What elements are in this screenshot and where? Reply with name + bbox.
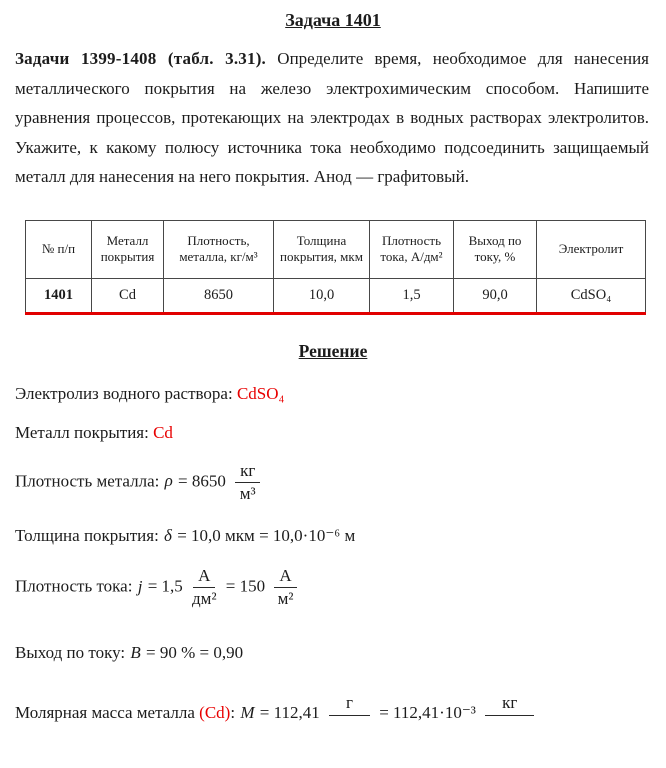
line-label: Выход по току: [15,643,126,663]
equation-text: = 112,41·10⁻³ [379,703,476,723]
equation-text: = 112,41 [259,703,320,723]
fraction-kg-per-m3 [235,461,260,504]
table-cell-metal: Cd [92,278,164,313]
electrolyte-formula: CdSO₄ [236,383,285,403]
table-cell-number: 1401 [26,278,92,313]
line-label: Толщина покрытия: [15,526,159,546]
fraction-a-per-m2 [274,566,296,609]
table-cell-electrolyte: CdSO₄ [537,278,646,313]
fraction-denominator: дм² [192,589,217,609]
fraction-denominator: м³ [239,484,256,504]
solution-line-molar-mass [15,693,666,735]
table-header-cell: Металл покрытия [92,220,164,278]
metal-symbol: Cd [153,422,173,442]
table-header-cell: Плотность тока, А/дм² [370,220,454,278]
table-header-cell: Электролит [537,220,646,278]
table-cell-thickness: 10,0 [274,278,370,313]
line-label: Молярная масса металла [15,703,195,723]
equation-text: = 1,5 [147,576,183,596]
problems-table [25,220,646,315]
document-page [0,10,666,768]
equation-text: = 10,0 мкм = 10,0·10⁻⁶ м [177,526,356,546]
math-symbol-m: M [240,703,255,723]
solution-line-thickness [15,526,666,546]
table-header-cell: Выход по току, % [454,220,537,278]
equation-text: = 8650 [178,471,226,491]
fraction-numerator: кг [485,693,534,716]
fraction-denominator: м² [277,589,294,609]
fraction-numerator: кг [235,461,260,483]
solution-line-current-density [15,566,666,609]
solution-line-density [15,461,666,504]
table-header-cell: Плотность, металла, кг/м³ [164,220,274,278]
equation-text: = 150 [225,576,266,596]
table-cell-current-density: 1,5 [370,278,454,313]
table-header-cell: № п/п [26,220,92,278]
table-cell-density: 8650 [164,278,274,313]
fraction-kg-per-mol [485,693,534,735]
fraction-numerator: А [274,566,296,588]
intro-bold-lead: Задачи 1399-1408 (табл. 3.31). [15,49,267,68]
line-label: Электролиз водного раствора: [15,383,233,403]
line-label: Плотность металла: [15,471,160,491]
fraction-g-per-mol [329,693,370,735]
solution-heading: Решение [298,340,368,361]
colon-text: : [230,703,236,723]
fraction-numerator: г [329,693,370,716]
table-header-row [26,220,646,278]
solution-line-electrolysis [15,384,666,404]
math-symbol-delta: δ [164,526,172,546]
intro-paragraph [15,44,649,192]
intro-text: Определите время, необходимое для нанесения металлического покрытия на железо электрохимическим способом. Напишите уравнения процессов, протекающих на электродах в водных растворах электролитов. Укажите, к какому полюсу источника тока необходимо подсоединить защищаемый металл для нанесения на него покрытия. Анод — графитовый. [15,49,649,187]
math-symbol-j: j [137,576,143,596]
line-label: Металл покрытия: [15,422,149,442]
fraction-numerator: А [193,566,215,588]
metal-symbol-parenthetical: (Cd) [199,703,231,723]
page-title: Задача 1401 [285,10,381,30]
table-header-cell: Толщина покрытия, мкм [274,220,370,278]
line-label: Плотность тока: [15,576,133,596]
math-symbol-b: B [130,643,141,663]
fraction-a-per-dm2 [192,566,217,609]
equation-text: = 90 % = 0,90 [145,643,244,663]
solution-line-metal [15,423,666,443]
solution-line-efficiency [15,643,666,663]
table-row [26,278,646,313]
table-cell-efficiency: 90,0 [454,278,537,313]
math-symbol-rho: ρ [164,471,173,491]
